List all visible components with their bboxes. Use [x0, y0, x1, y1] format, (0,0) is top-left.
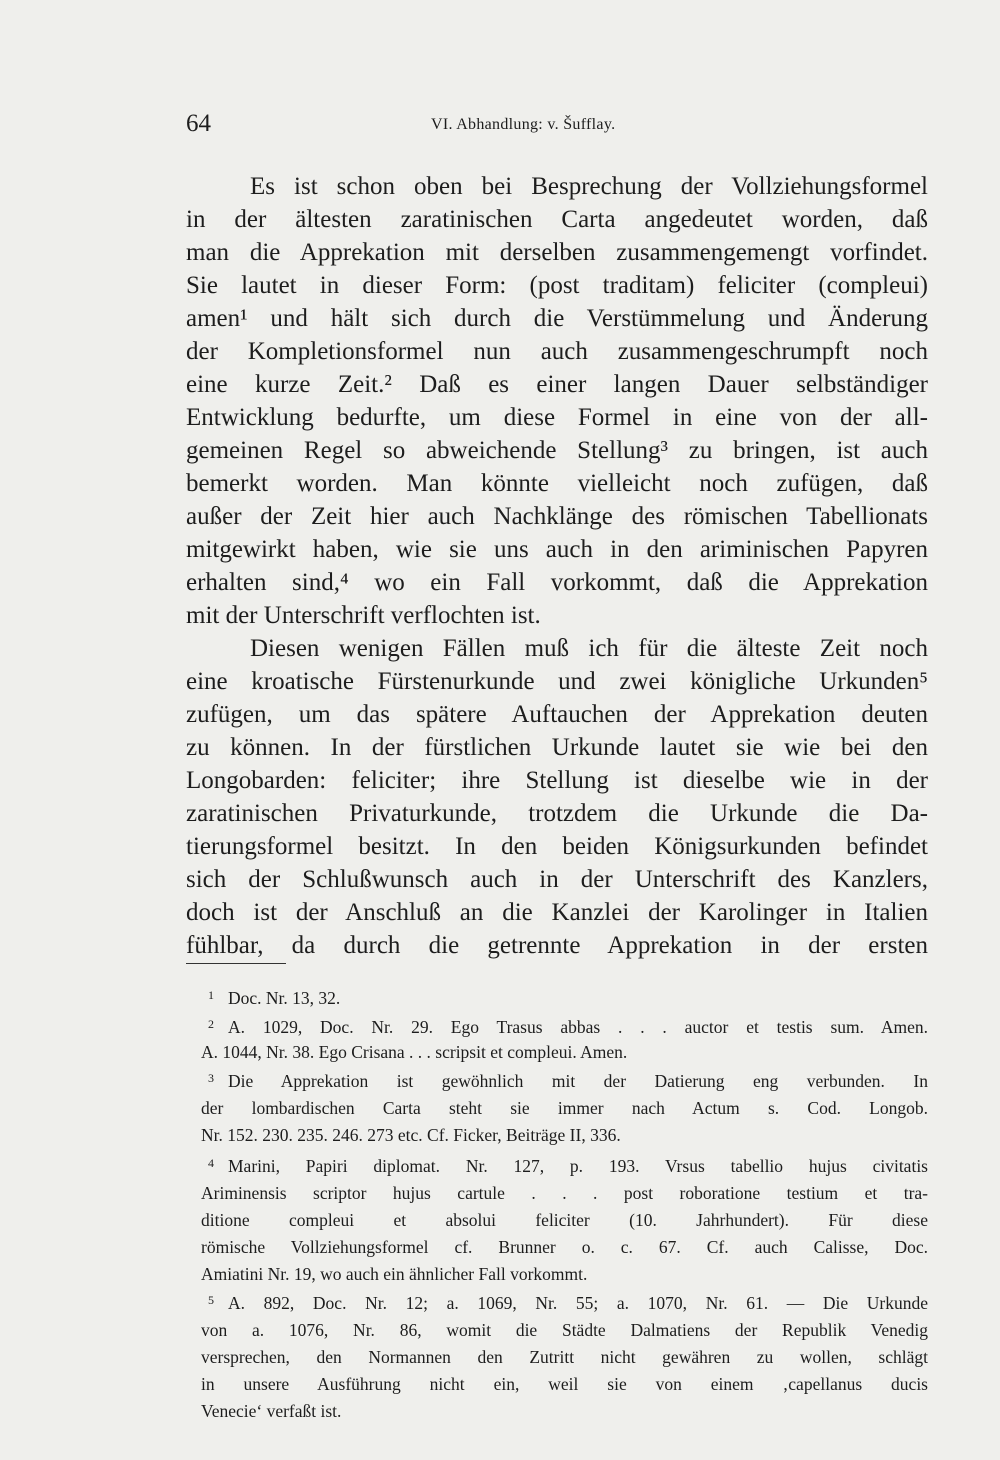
body-line: Es ist schon oben bei Besprechung der Vollziehungsformel — [250, 173, 928, 200]
body-line: erhalten sind,⁴ wo ein Fall vorkommt, daß die Apprekation — [186, 569, 928, 596]
body-line: bemerkt worden. Man könnte vielleicht noch zufügen, daß — [186, 470, 928, 497]
footnote-line: Doc. Nr. 13, 32. — [228, 988, 341, 1008]
body-line: eine kroatische Fürstenurkunde und zwei königliche Urkunden⁵ — [186, 668, 928, 695]
footnote-line: von a. 1076, Nr. 86, womit die Städte Dalmatiens der Republik Venedig — [201, 1320, 928, 1340]
footnote-line: römische Vollziehungsformel cf. Brunner o. c. 67. Cf. auch Calisse, Doc. — [201, 1237, 928, 1257]
body-line: gemeinen Regel so abweichende Stellung³ zu bringen, ist auch — [186, 437, 928, 464]
body-line: in der ältesten zaratinischen Carta angedeutet worden, daß — [186, 206, 928, 233]
body-line: zu können. In der fürstlichen Urkunde lautet sie wie bei den — [186, 734, 928, 761]
body-line: mitgewirkt haben, wie sie uns auch in den ariminischen Papyren — [186, 536, 928, 563]
footnote-line: A. 1029, Doc. Nr. 29. Ego Trasus abbas . . . auctor et testis sum. Amen. — [228, 1017, 928, 1037]
body-line: zaratinischen Privaturkunde, trotzdem die Urkunde die Da- — [186, 800, 928, 827]
footnote-line: in unsere Ausführung nicht ein, weil sie von einem ‚capellanus ducis — [201, 1374, 928, 1394]
body-line: mit der Unterschrift verflochten ist. — [186, 602, 541, 629]
body-line: Longobarden: feliciter; ihre Stellung ist dieselbe wie in der — [186, 767, 928, 794]
footnote-line: Marini, Papiri diplomat. Nr. 127, p. 193. Vrsus tabellio hujus civitatis — [228, 1156, 928, 1176]
body-line: Entwicklung bedurfte, um diese Formel in eine von der all- — [186, 404, 928, 431]
footnote-line: Venecie‘ verfaßt ist. — [201, 1401, 342, 1421]
body-line: doch ist der Anschluß an die Kanzlei der Karolinger in Italien — [186, 899, 928, 926]
footnote-line: A. 892, Doc. Nr. 12; a. 1069, Nr. 55; a. 1070, Nr. 61. — Die Urkunde — [228, 1293, 928, 1313]
page-header — [186, 110, 928, 144]
footnote-line: Ariminensis scriptor hujus cartule . . . post roboratione testium et tra- — [201, 1183, 928, 1203]
body-line: sich der Schlußwunsch auch in der Unterschrift des Kanzlers, — [186, 866, 928, 893]
body-line: außer der Zeit hier auch Nachklänge des römischen Tabellionats — [186, 503, 928, 530]
footnote-line: der lombardischen Carta steht sie immer nach Actum s. Cod. Longob. — [201, 1098, 928, 1118]
footnote-line: Die Apprekation ist gewöhnlich mit der Datierung eng verbunden. In — [228, 1071, 928, 1091]
footnote-line: Nr. 152. 230. 235. 246. 273 etc. Cf. Ficker, Beiträge II, 336. — [201, 1125, 621, 1145]
body-line: amen¹ und hält sich durch die Verstümmelung und Änderung — [186, 305, 928, 332]
body-line: Sie lautet in dieser Form: (post traditam) feliciter (compleui) — [186, 272, 928, 299]
body-line: man die Apprekation mit derselben zusammengemengt vorfindet. — [186, 239, 928, 266]
body-line: tierungsformel besitzt. In den beiden Königsurkunden befindet — [186, 833, 928, 860]
page-number: 64 — [186, 110, 211, 137]
body-line: zufügen, um das spätere Auftauchen der Apprekation deuten — [186, 701, 928, 728]
body-line: eine kurze Zeit.² Daß es einer langen Dauer selbständiger — [186, 371, 928, 398]
body-line: Diesen wenigen Fällen muß ich für die älteste Zeit noch — [250, 635, 928, 662]
footnote-mark: 5 — [208, 1293, 214, 1307]
footnote-mark: 3 — [208, 1071, 214, 1085]
footnote-line: versprechen, den Normannen den Zutritt nicht gewähren zu wollen, schlägt — [201, 1347, 928, 1367]
footnote-line: ditione compleui et absolui feliciter (10. Jahrhundert). Für diese — [201, 1210, 928, 1230]
footnote-mark: 2 — [208, 1017, 214, 1031]
footnote-mark: 1 — [208, 988, 214, 1002]
footnote-line: A. 1044, Nr. 38. Ego Crisana . . . scripsit et compleui. Amen. — [201, 1042, 628, 1062]
footnote-rule — [186, 963, 286, 964]
footnote-mark: 4 — [208, 1156, 214, 1170]
footnote-line: Amiatini Nr. 19, wo auch ein ähnlicher Fall vorkommt. — [201, 1264, 588, 1284]
body-line: fühlbar, da durch die getrennte Apprekation in der ersten — [186, 932, 928, 959]
running-title: VI. Abhandlung: v. Šufflay. — [431, 116, 616, 133]
body-line: der Kompletionsformel nun auch zusammengeschrumpft noch — [186, 338, 928, 365]
